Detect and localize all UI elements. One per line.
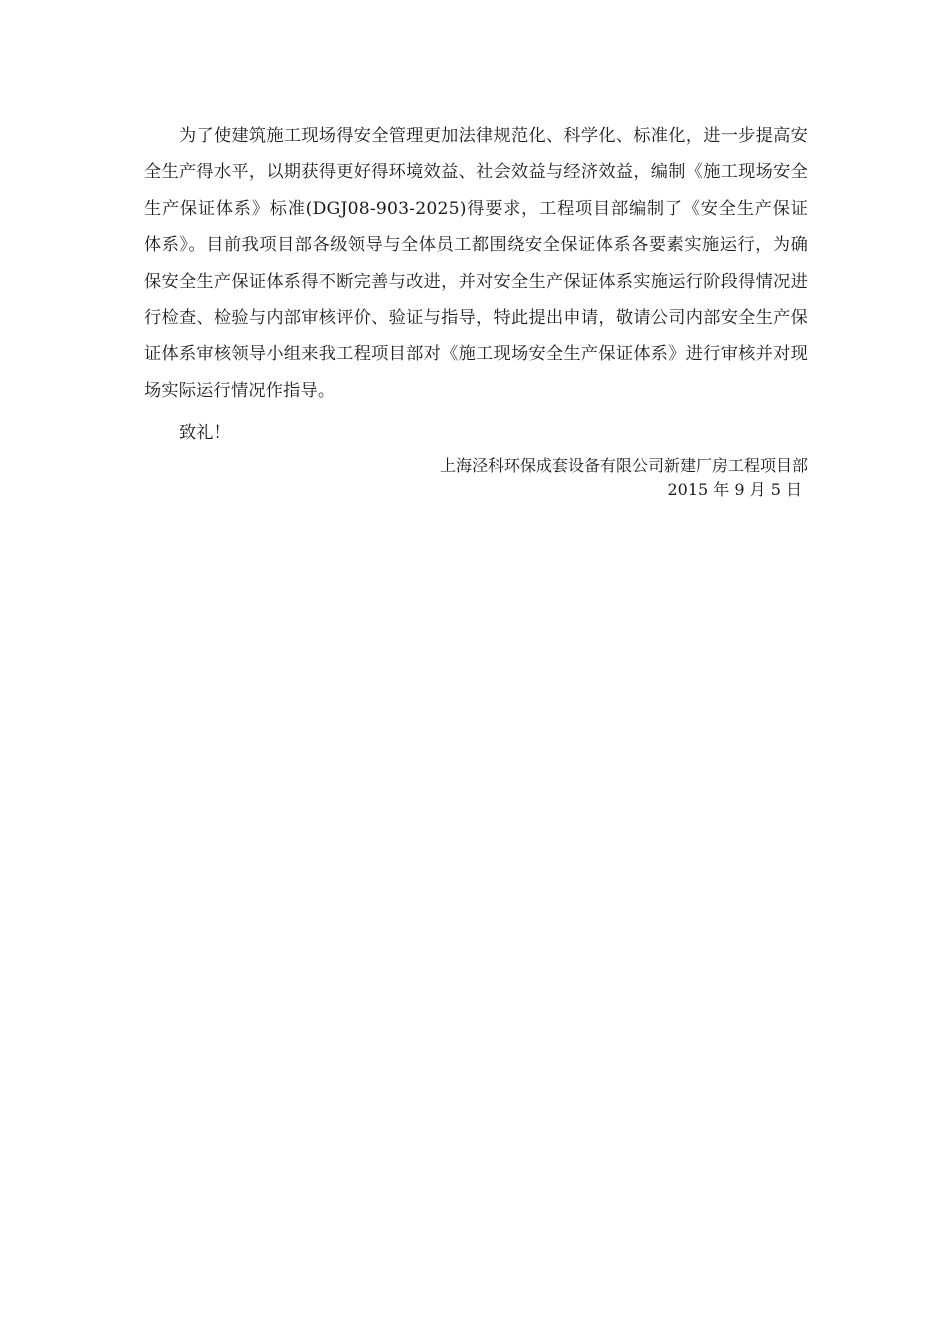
letter-closing: 致礼！	[179, 423, 231, 443]
signature-organization: 上海泾科环保成套设备有限公司新建厂房工程项目部	[439, 456, 808, 475]
signature-date: 2015 年 9 月 5 日	[667, 480, 802, 499]
signature-block	[388, 454, 808, 502]
letter-body-paragraph: 为了使建筑施工现场得安全管理更加法律规范化、科学化、标准化，进一步提高安全生产得水平，以期获得更好得环境效益、社会效益与经济效益，编制《施工现场安全生产保证体系》标准(DGJ08-903-2025)得要求，工程项目部编制了《安全生产保证体系》。目前我项目部各级领导与全体员工都围绕安全保证体系各要素实施运行，为确保安全生产保证体系得不断完善与改进，并对安全生产保证体系实施运行阶段得情况进行检查、检验与内部审核评价、验证与指导，特此提出申请，敬请公司内部安全生产保证体系审核领导小组来我工程项目部对《施工现场安全生产保证体系》进行审核并对现场实际运行情况作指导。	[144, 126, 808, 401]
